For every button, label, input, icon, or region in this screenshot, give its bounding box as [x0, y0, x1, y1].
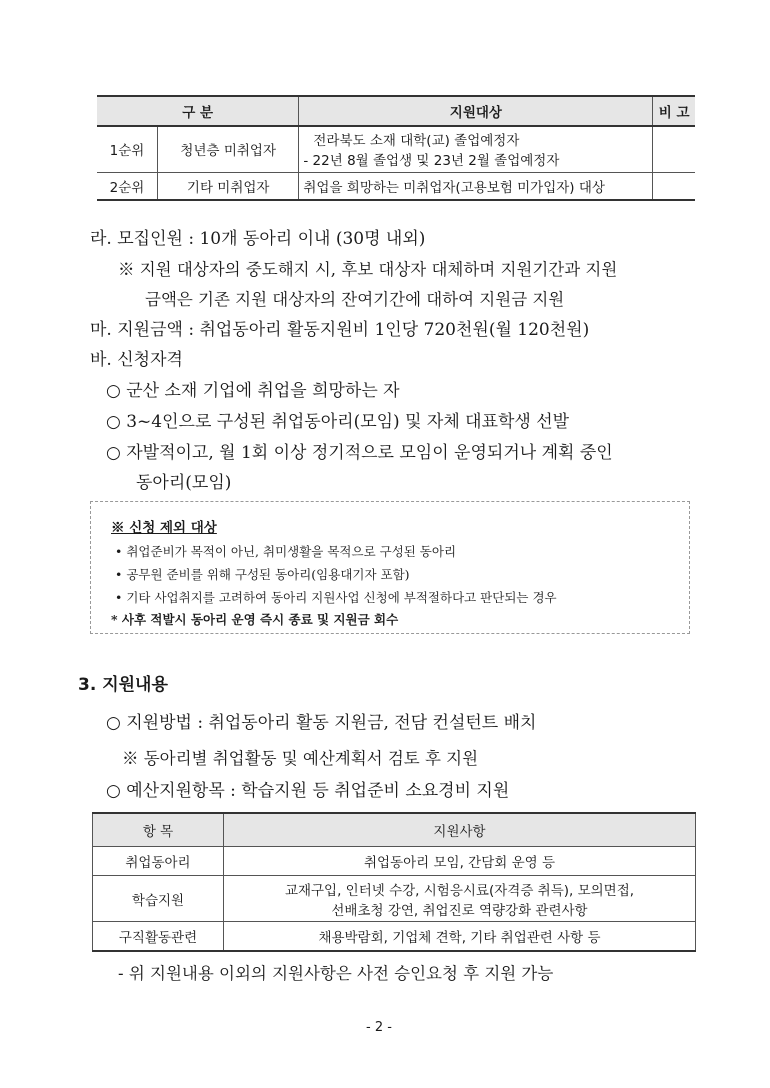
eligibility-item: ○ 군산 소재 기업에 취업을 희망하는 자: [106, 381, 400, 401]
rank-cell: 2순위: [97, 172, 158, 200]
eligibility-item-cont: 동아리(모임): [136, 473, 232, 493]
target-line: 전라북도 소재 대학(교) 졸업예정자: [313, 133, 520, 150]
item-cell: 취업동아리: [93, 847, 224, 876]
table-row: [97, 126, 695, 172]
details-line: 선배초청 강연, 취업진로 역량강화 관련사항: [331, 902, 588, 919]
table-row: [93, 922, 696, 951]
details-cell: [224, 876, 696, 922]
item-cell: 구직활동관련: [93, 922, 224, 951]
eligibility-table: [97, 95, 695, 201]
section-title: 3. 지원내용: [78, 675, 168, 695]
category-cell: 기타 미취업자: [158, 172, 299, 200]
exclusion-title: ※ 신청 제외 대상: [111, 520, 217, 536]
replacement-note: ※ 지원 대상자의 중도해지 시, 후보 대상자 대체하며 지원기간과 지원: [118, 260, 618, 279]
exclusion-note: * 사후 적발시 동아리 운영 즉시 종료 및 지원금 회수: [111, 612, 399, 627]
table-row: [93, 876, 696, 922]
rank-cell: 1순위: [97, 126, 158, 172]
details-line: 교재구입, 인터넷 수강, 시험응시료(자격증 취득), 모의면접,: [284, 882, 635, 899]
eligibility-item: ○ 자발적이고, 월 1회 이상 정기적으로 모임이 운영되거나 계획 중인: [106, 443, 613, 463]
target-cell: [299, 126, 653, 172]
exclusion-box: [90, 501, 690, 634]
support-method: ○ 지원방법 : 취업동아리 활동 지원금, 전담 컨설턴트 배치: [106, 713, 537, 733]
header-target: 지원대상: [299, 96, 653, 126]
header-item: 항 목: [93, 813, 224, 847]
header-details: 지원사항: [224, 813, 696, 847]
footer-note: - 위 지원내용 이외의 지원사항은 사전 승인요청 후 지원 가능: [118, 964, 554, 983]
recruit-count: 라. 모집인원 : 10개 동아리 이내 (30명 내외): [90, 229, 426, 249]
note-cell: [653, 172, 695, 200]
table-row: [97, 172, 695, 200]
header-note: 비 고: [653, 96, 695, 126]
replacement-note-cont: 금액은 기존 지원 대상자의 잔여기간에 대하여 지원금 지원: [145, 290, 565, 309]
budget-items: ○ 예산지원항목 : 학습지원 등 취업준비 소요경비 지원: [106, 781, 510, 801]
details-cell: 채용박람회, 기업체 견학, 기타 취업관련 사항 등: [224, 922, 696, 951]
eligibility-item: ○ 3~4인으로 구성된 취업동아리(모임) 및 자체 대표학생 선발: [106, 412, 570, 432]
eligibility-heading: 바. 신청자격: [90, 350, 183, 370]
table-row: [93, 847, 696, 876]
exclusion-item: • 공무원 준비를 위해 구성된 동아리(임용대기자 포함): [115, 567, 410, 582]
exclusion-item: • 취업준비가 목적이 아닌, 취미생활을 목적으로 구성된 동아리: [115, 544, 457, 559]
details-cell: 취업동아리 모임, 간담회 운영 등: [224, 847, 696, 876]
target-cell: 취업을 희망하는 미취업자(고용보험 미가입자) 대상: [299, 172, 653, 200]
support-amount: 마. 지원금액 : 취업동아리 활동지원비 1인당 720천원(월 120천원): [90, 320, 590, 340]
target-line: - 22년 8월 졸업생 및 23년 2월 졸업예정자: [303, 153, 560, 170]
support-items-table: [92, 812, 696, 952]
page-number: - 2 -: [366, 1020, 392, 1035]
category-cell: 청년층 미취업자: [158, 126, 299, 172]
item-cell: 학습지원: [93, 876, 224, 922]
exclusion-item: • 기타 사업취지를 고려하여 동아리 지원사업 신청에 부적절하다고 판단되는 경우: [115, 590, 557, 605]
note-cell: [653, 126, 695, 172]
support-method-note: ※ 동아리별 취업활동 및 예산계획서 검토 후 지원: [122, 749, 479, 768]
header-category: 구 분: [97, 96, 299, 126]
